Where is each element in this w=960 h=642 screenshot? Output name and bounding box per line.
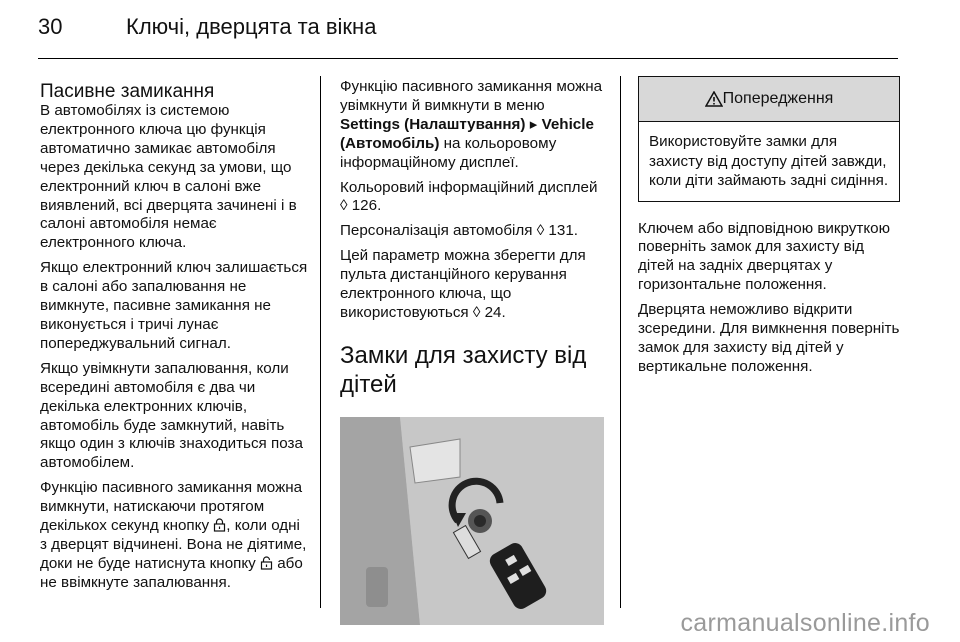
paragraph: Якщо увімкнути запалювання, коли всередині автомобіля є два чи декілька електронних ключів, автомобіль буде замкнутий, навіть якщо один з ключів знаходиться поза автомобілем.	[40, 359, 303, 472]
paragraph: В автомобілях із системою електронного ключа цю функція автоматично замикає автомобіля через декілька секунд за умови, що електронний ключ в салоні вже виявлений, всі дверцята зачинені і в салоні автомобіля немає електронного ключа.	[40, 102, 297, 252]
text-span: Функцію пасивного замикання можна увімкнути й вимкнути в меню	[340, 78, 603, 114]
paragraph	[40, 479, 308, 592]
child-lock-illustration	[340, 417, 604, 625]
header-rule	[38, 58, 898, 59]
warning-triangle-icon	[705, 91, 723, 107]
watermark: carmanualsonline.info	[680, 609, 930, 637]
warning-text: Використовуйте замки для захисту від доступу дітей завжди, коли діти займають задні сидіння.	[649, 133, 889, 189]
column-3	[638, 76, 900, 383]
warning-header	[639, 77, 899, 122]
column-divider-2	[620, 76, 621, 608]
unlock-button-icon	[260, 556, 273, 570]
paragraph: Ключем або відповідною викруткою поверніть замок для захисту від дітей на задніх дверцятах у горизонтальне положення.	[638, 219, 890, 294]
text-span: , коли одні з дверцят відчинені. Вона не діятиме, доки не буде натиснута кнопку	[40, 517, 307, 572]
menu-path-vehicle: Vehicle (Автомобіль)	[340, 115, 594, 152]
warning-box	[638, 76, 900, 202]
column-2	[340, 78, 608, 631]
paragraph: Цей параметр можна зберегти для пульта дистанційного керування електронного ключа, що використовуються ◊ 24.	[340, 247, 586, 321]
paragraph	[340, 78, 608, 173]
warning-title: Попередження	[722, 89, 834, 107]
triangle-right-icon: ▸	[529, 115, 538, 133]
paragraph: Дверцята неможливо відкрити зсередини. Для вимкнення поверніть замок для захисту від дітей у вертикальне положення.	[638, 301, 900, 375]
paragraph: Кольоровий інформаційний дисплей ◊ 126.	[340, 178, 598, 215]
paragraph: Якщо електронний ключ залишається в салоні або запалювання не вимкнуте, пасивне замикання не виконується і тричі лунає попереджувальний сигнал.	[40, 259, 308, 352]
section-heading-passive-locking: Пасивне замикання	[40, 81, 215, 102]
page-title: Ключі, дверцята та вікна	[126, 14, 377, 39]
page-number: 30	[38, 14, 63, 39]
text-span: на кольоровому інформаційному дисплеї.	[340, 134, 557, 171]
text-span: Функцію пасивного замикання можна вимкнути, натискаючи протягом декількох секунд кнопку	[40, 479, 303, 535]
section-heading-child-locks: Замки для захисту від дітей	[340, 341, 587, 398]
column-divider-1	[320, 76, 321, 608]
lock-button-icon	[213, 518, 226, 532]
menu-path-settings: Settings (Налаштування)	[340, 115, 526, 133]
paragraph: Персоналізація автомобіля ◊ 131.	[340, 222, 578, 240]
text-span: або не ввімкнуте запалювання.	[40, 554, 303, 591]
column-1	[40, 82, 308, 599]
